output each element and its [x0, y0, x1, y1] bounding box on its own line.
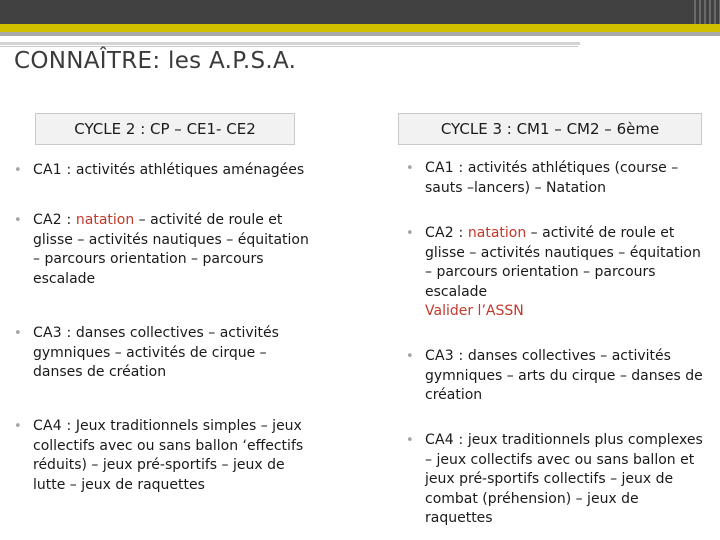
title-rule-secondary — [0, 46, 578, 47]
item-text: activités athlétiques aménagées — [71, 162, 305, 178]
item-text: – activité de roule et glisse – activités nautiques – équitation – parcours orientation – parcours escalade — [425, 225, 701, 300]
bullet-icon: • — [14, 419, 22, 434]
bullet-icon: • — [406, 349, 414, 364]
item-code: CA3 : — [425, 348, 464, 364]
item-text: danses collectives – activités gymniques – arts du cirque – danses de création — [425, 348, 703, 404]
item-highlight: natation — [71, 212, 135, 228]
bullet-icon: • — [14, 163, 22, 178]
accent-band — [0, 24, 720, 32]
item-code: CA1 : — [425, 160, 464, 176]
item-text: danses collectives – activités gymniques – activités de cirque – danses de création — [33, 325, 279, 381]
bullet-icon: • — [406, 226, 414, 241]
accent-band-grey — [0, 32, 720, 36]
bullet-icon: • — [14, 326, 22, 341]
item-code: CA1 : — [33, 162, 72, 178]
top-bar — [0, 0, 720, 24]
item-text: jeux traditionnels plus complexes – jeux collectifs avec ou sans ballon et jeux pré-sportifs collectifs – jeux de combat (préhension) – jeux de raquettes — [425, 432, 703, 527]
item-highlight: natation — [463, 225, 527, 241]
item-text: Jeux traditionnels simples – jeux collectifs avec ou sans ballon ‘effectifs réduits) – jeux pré-sportifs – jeux de lutte – jeux de raquettes — [33, 418, 304, 493]
cycle-2-header: CYCLE 2 : CP – CE1- CE2 — [35, 113, 295, 145]
cycle-3-item-ca1 — [406, 159, 710, 198]
item-code: CA4 : — [425, 432, 464, 448]
cycle-3-item-ca3 — [406, 347, 710, 406]
cycle-3-item-ca4 — [406, 431, 710, 529]
item-text: activités athlétiques (course – sauts –lancers) – Natation — [425, 160, 679, 196]
top-bar-stripes — [694, 0, 720, 24]
item-code: CA3 : — [33, 325, 72, 341]
cycle-2-item-ca4 — [14, 417, 314, 495]
title-rule — [0, 42, 580, 45]
cycle-2-item-ca2 — [14, 211, 314, 289]
assn-note: Valider l’ASSN — [425, 303, 524, 320]
item-code: CA2 : — [425, 225, 464, 241]
cycle-3-item-ca2 — [406, 224, 710, 322]
item-code: CA2 : — [33, 212, 72, 228]
item-code: CA4 : — [33, 418, 72, 434]
bullet-icon: • — [406, 433, 414, 448]
cycle-3-header: CYCLE 3 : CM1 – CM2 – 6ème — [398, 113, 702, 145]
item-text: – activité de roule et glisse – activités nautiques – équitation – parcours orientation – parcours escalade — [33, 212, 309, 287]
bullet-icon: • — [14, 213, 22, 228]
bullet-icon: • — [406, 161, 414, 176]
page-title: CONNAÎTRE: les A.P.S.A. — [14, 48, 297, 74]
cycle-2-item-ca3 — [14, 324, 314, 383]
cycle-2-item-ca1 — [14, 161, 314, 181]
